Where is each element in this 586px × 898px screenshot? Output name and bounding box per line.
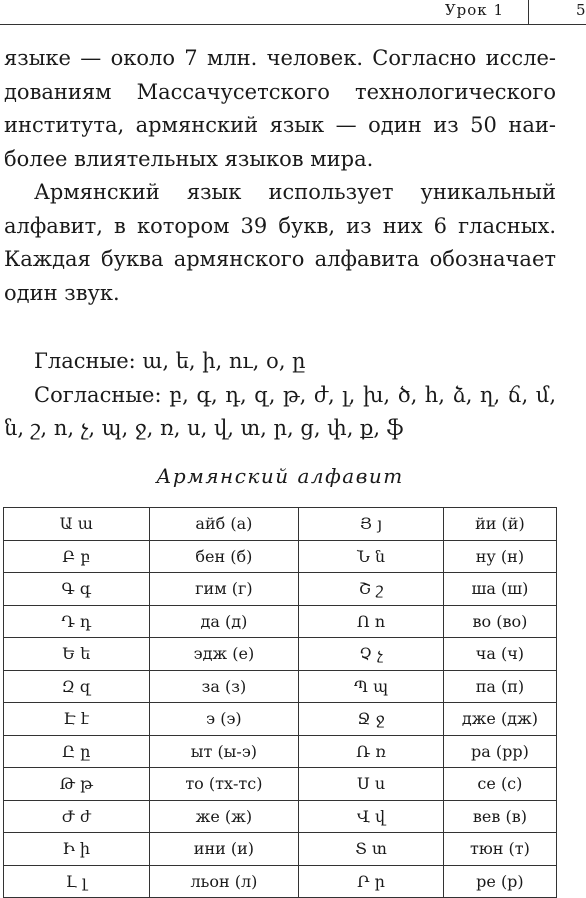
text-line: Каждая буква армянского алфавита обозначает [4, 247, 556, 271]
paragraph-alphabet [4, 176, 556, 310]
letter-name-cell: ша (ш) [443, 573, 556, 606]
letter-cell: Ը ը [4, 735, 150, 768]
letter-name-cell: па (п) [443, 670, 556, 703]
text-line: языке — около 7 млн. человек. Согласно иссле- [4, 46, 556, 70]
table-row [4, 833, 557, 866]
letter-name-cell: гим (г) [149, 573, 299, 606]
letter-cell: Ե ե [4, 638, 150, 671]
letter-name-cell: ыт (ы-э) [149, 735, 299, 768]
consonants-line: Согласные: բ, գ, դ, զ, թ, ժ, լ, խ, ծ, հ, ձ, ղ, ճ, մ, [34, 382, 556, 407]
table-row [4, 865, 557, 898]
letter-name-cell: ре (р) [443, 865, 556, 898]
letter-cell: Ն ն [299, 540, 444, 573]
letter-cell: Դ դ [4, 605, 150, 638]
text-line: алфавит, в котором 39 букв, из них 6 гласных. [4, 213, 556, 238]
text-line: института, армянский язык — один из 50 наи- [4, 113, 556, 137]
letter-cell: Գ գ [4, 573, 150, 606]
table-row [4, 605, 557, 638]
letter-name-cell: дже (дж) [443, 703, 556, 736]
letter-cell: Ի ի [4, 833, 150, 866]
letter-cell: Վ վ [299, 800, 444, 833]
text-line: Армянский язык использует уникальный [34, 180, 556, 204]
text-line: дованиям Массачусетского технологического [4, 79, 556, 104]
table-row [4, 638, 557, 671]
letter-cell: Լ լ [4, 865, 150, 898]
letter-name-cell: айб (а) [149, 508, 299, 541]
paragraph-speakers [4, 42, 556, 176]
table-row [4, 508, 557, 541]
letter-name-cell: тюн (т) [443, 833, 556, 866]
text-line: один звук. [4, 280, 120, 305]
lesson-label: Урок 1 [444, 1, 504, 19]
text-line: более влиятельных языков мира. [4, 146, 374, 171]
letter-cell: Ր ր [299, 865, 444, 898]
letter-cell: Է է [4, 703, 150, 736]
table-row [4, 573, 557, 606]
page-header [0, 0, 586, 28]
letter-cell: Պ պ [299, 670, 444, 703]
letter-name-cell: ра (рр) [443, 735, 556, 768]
letter-name-cell: во (во) [443, 605, 556, 638]
letter-cell: Յ յ [299, 508, 444, 541]
letter-name-cell: бен (б) [149, 540, 299, 573]
letter-name-cell: льон (л) [149, 865, 299, 898]
letter-cell: Չ չ [299, 638, 444, 671]
table-row [4, 735, 557, 768]
letter-name-cell: за (з) [149, 670, 299, 703]
header-divider [528, 0, 529, 24]
table-row [4, 670, 557, 703]
alphabet-table-body [4, 508, 557, 898]
letter-name-cell: э (э) [149, 703, 299, 736]
letter-cell: Բ բ [4, 540, 150, 573]
page-number: 5 [576, 1, 586, 19]
letter-name-cell: эдж (е) [149, 638, 299, 671]
table-title: Армянский алфавит [156, 464, 404, 488]
alphabet-table [3, 507, 557, 898]
letter-cell: Ա ա [4, 508, 150, 541]
letter-name-cell: же (ж) [149, 800, 299, 833]
letter-name-cell: вев (в) [443, 800, 556, 833]
letter-name-cell: то (тх-тс) [149, 768, 299, 801]
letter-cell: Ջ ջ [299, 703, 444, 736]
letter-cell: Ռ ռ [299, 735, 444, 768]
letter-cell: Ս ս [299, 768, 444, 801]
letter-cell: Ժ ժ [4, 800, 150, 833]
letter-cell: Շ շ [299, 573, 444, 606]
header-rule [0, 24, 586, 25]
letter-cell: Թ թ [4, 768, 150, 801]
table-row [4, 768, 557, 801]
letter-name-cell: ча (ч) [443, 638, 556, 671]
table-row [4, 800, 557, 833]
table-row [4, 703, 557, 736]
letter-name-cell: ну (н) [443, 540, 556, 573]
table-row [4, 540, 557, 573]
letter-cell: Զ զ [4, 670, 150, 703]
vowels-consonants [4, 345, 556, 446]
letter-name-cell: се (с) [443, 768, 556, 801]
letter-name-cell: да (д) [149, 605, 299, 638]
consonants-line: ն, շ, ո, չ, պ, ջ, ռ, ս, վ, տ, ր, ց, փ, ք, ֆ [4, 416, 404, 440]
letter-name-cell: ини (и) [149, 833, 299, 866]
letter-cell: Տ տ [299, 833, 444, 866]
vowels-line: Гласные: ա, ե, ի, ու, օ, ը [34, 349, 306, 373]
letter-cell: Ո ո [299, 605, 444, 638]
letter-name-cell: йи (й) [443, 508, 556, 541]
